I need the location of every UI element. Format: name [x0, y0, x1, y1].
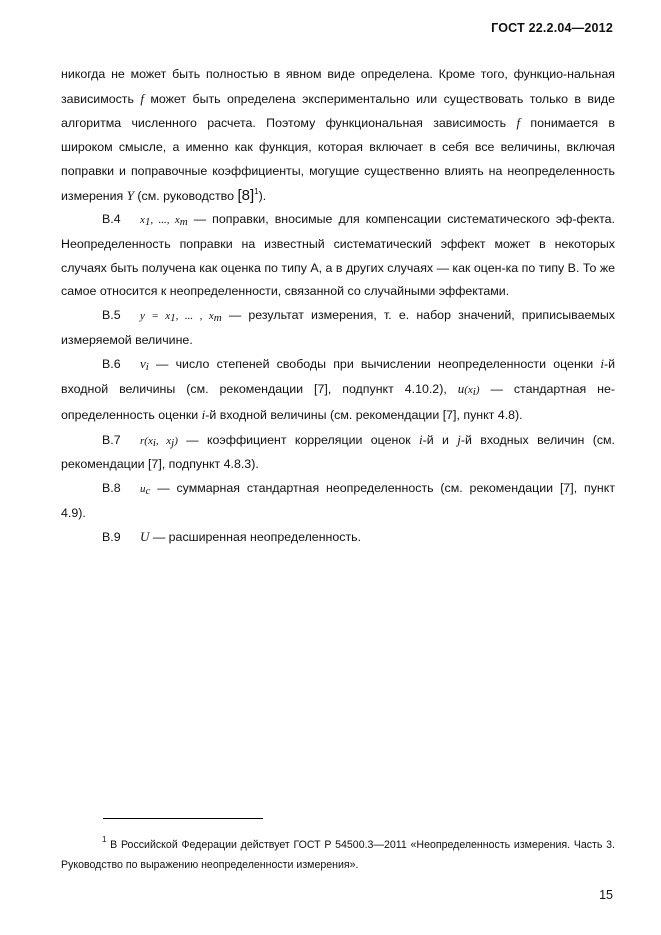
item-text: — поправки, вносимые для компенсации систематического эф-фекта. Неопределенность поправки на известный систематический эффект может в некоторых случаях быть получена как оценка по типу А, а в других случаях — как оцен-ка по типу В. То же самое относится к неопределенности, связанной со случайными эффектами. [61, 212, 615, 299]
math-f: f [140, 90, 144, 106]
item-b4 [61, 208, 615, 304]
item-number: В.4 [102, 212, 121, 227]
item-text: — стандартная не-определенность оценки [61, 382, 615, 422]
math-i: i [201, 406, 206, 422]
math-subscript: j [171, 436, 175, 449]
math-i: i [419, 431, 423, 447]
math-argument: , x [155, 434, 172, 447]
text-run: (см. руководство [133, 188, 238, 203]
footnote-divider [103, 818, 263, 819]
paragraph-continuation [61, 63, 615, 208]
math-subscript: 1 [144, 216, 151, 229]
text-run: ). [258, 188, 267, 203]
math-paren: ) [475, 384, 480, 397]
main-text [61, 63, 615, 550]
math-U: U [140, 529, 150, 545]
item-b7 [61, 428, 615, 477]
item-b8 [61, 477, 615, 525]
math-subscript: m [213, 312, 222, 325]
item-number: В.9 [102, 530, 121, 545]
math-i: i [600, 356, 604, 372]
item-number: В.5 [102, 308, 121, 323]
item-number: В.8 [102, 480, 121, 495]
text-run: может быть определена экспериментально или существовать только в виде алгоритма численного расчета. Поэтому функциональная зависимость [61, 91, 616, 131]
math-argument: (x [464, 384, 473, 397]
math-subscript: i [472, 386, 476, 399]
item-text: — расширенная неопределенность. [149, 530, 362, 545]
item-text: — число степеней свободы при вычислении неопределенности оценки [148, 357, 601, 372]
math-u: u [140, 482, 146, 495]
item-text: -й входной величины (см. рекомендации [7], пункт 4.8). [205, 407, 523, 422]
text-run: никогда не может быть полностью в явном виде определена. Кроме того, функцио-нальная зависимость [61, 67, 615, 106]
math-f: f [516, 115, 521, 131]
footnote-mark: 1 [102, 835, 107, 844]
math-r: r(x [140, 434, 153, 447]
math-paren: ) [174, 434, 178, 447]
footnote-text: В Российской Федерации действует ГОСТ Р 54500.3—2011 «Неопределенность измерения. Часть 3. Руководство по выражению неопределенности измерения». [61, 839, 615, 871]
math-j: j [457, 431, 461, 447]
item-text: — суммарная стандартная неопределенность (см. рекомендации [7], пункт 4.9). [61, 480, 615, 520]
math-x: x [174, 214, 180, 227]
footnote-reference: 1 [254, 186, 259, 196]
item-b6 [61, 352, 615, 427]
text-run: понимается в широком смысле, а именно как функция, которая включает в себя все величины, включая поправки и поправочные коэффициенты, могущие существенно влиять на неопределенность измерения [61, 116, 615, 203]
math-Y: Y [126, 187, 134, 203]
math-subscript: 1 [170, 312, 176, 325]
math-x: x [208, 310, 214, 323]
item-text: -й входных величин (см. рекомендации [7], подпункт 4.8.3). [61, 432, 615, 472]
math-subscript: i [145, 361, 149, 374]
math-expression: y = x [140, 310, 171, 323]
item-number: В.6 [102, 357, 121, 372]
item-number: В.7 [102, 432, 121, 447]
math-subscript: m [179, 216, 188, 229]
math-x: x [140, 214, 145, 227]
item-b9 [61, 525, 615, 550]
item-text: -й входной величины (см. рекомендации [7], подпункт 4.10.2), [61, 357, 615, 397]
math-subscript: c [145, 484, 151, 497]
math-separator: , ..., [150, 214, 175, 227]
item-text: — результат измерения, т. е. набор значений, приписываемых измеряемой величине. [61, 308, 616, 347]
item-b5 [61, 304, 615, 352]
item-text: — коэффициент корреляции оценок [177, 432, 419, 447]
reference-8: [8] [237, 186, 255, 204]
document-id-header: ГОСТ 22.2.04—2012 [491, 21, 613, 35]
item-text: -й и [422, 432, 458, 447]
page-number: 15 [599, 888, 613, 902]
footnote [61, 835, 615, 875]
math-separator: , ... , [175, 310, 209, 323]
math-v: v [140, 356, 146, 372]
math-subscript: i [152, 436, 156, 449]
math-u: u [457, 381, 465, 397]
